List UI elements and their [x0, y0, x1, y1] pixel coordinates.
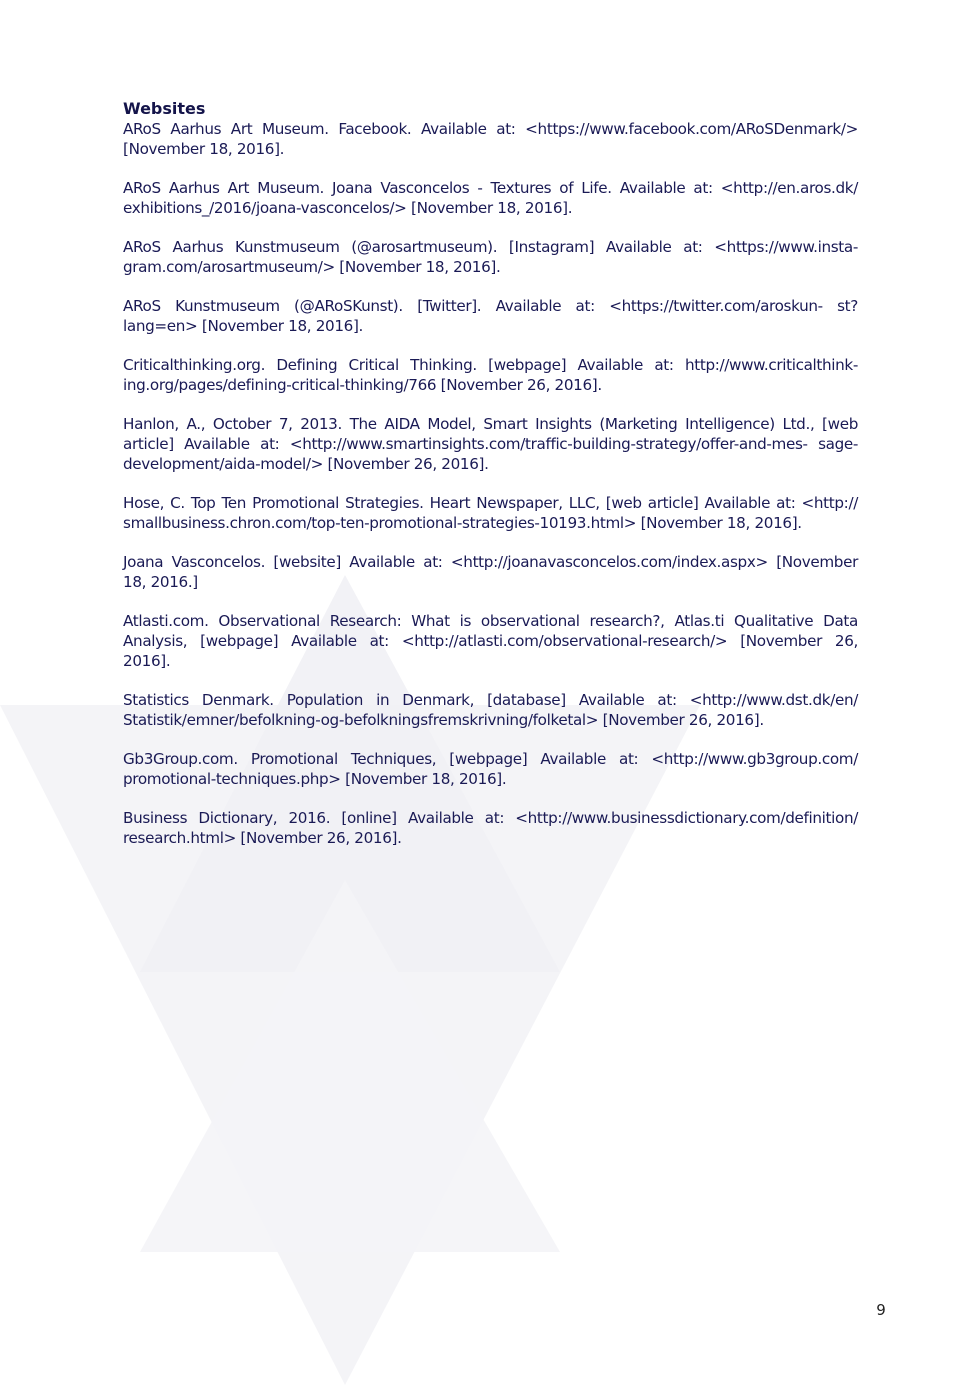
- reference-entry: Criticalthinking.org. Defining Critical Thinking. [webpage] Available at: http://www.criticalthink- ing.org/pages/defining-critical-thinking/766 [November 26, 2016].: [123, 356, 858, 394]
- references-section: [123, 99, 858, 867]
- reference-entry: Gb3Group.com. Promotional Techniques, [webpage] Available at: <http://www.gb3group.com/ promotional-techniques.php> [November 18, 2016].: [123, 750, 858, 788]
- reference-entry: ARoS Aarhus Kunstmuseum (@arosartmuseum). [Instagram] Available at: <https://www.insta- gram.com/arosartmuseum/> [November 18, 2016].: [123, 238, 858, 276]
- reference-entry: ARoS Aarhus Art Museum. Joana Vasconcelos - Textures of Life. Available at: <http://en.aros.dk/ exhibitions_/2016/joana-vasconcelos/> [November 18, 2016].: [123, 179, 858, 217]
- reference-entry: Statistics Denmark. Population in Denmark, [database] Available at: <http://www.dst.dk/en/ Statistik/emner/befolkning-og-befolkningsfremskrivning/folketal> [November 26, 2016].: [123, 691, 858, 729]
- reference-entry: Business Dictionary, 2016. [online] Available at: <http://www.businessdictionary.com/definition/ research.html> [November 26, 2016].: [123, 809, 858, 847]
- reference-entry: Hose, C. Top Ten Promotional Strategies. Heart Newspaper, LLC, [web article] Available at: <http:// smallbusiness.chron.com/top-ten-promotional-strategies-10193.html> [November 18, 2016].: [123, 494, 858, 532]
- reference-entry: ARoS Kunstmuseum (@ARoSKunst). [Twitter]. Available at: <https://twitter.com/aroskun- st?lang=en> [November 18, 2016].: [123, 297, 858, 335]
- reference-entry: Hanlon, A., October 7, 2013. The AIDA Model, Smart Insights (Marketing Intelligence) Ltd., [web article] Available at: <http://www.smartinsights.com/traffic-building-strategy/offer-and-mes- sage-development/aida-model/> [November 26, 2016].: [123, 415, 858, 473]
- page-number: 9: [876, 1301, 886, 1319]
- section-heading: Websites: [123, 99, 206, 118]
- reference-entry: ARoS Aarhus Art Museum. Facebook. Available at: <https://www.facebook.com/ARoSDenmark/> [November 18, 2016].: [123, 120, 858, 158]
- reference-entry: Joana Vasconcelos. [website] Available at: <http://joanavasconcelos.com/index.aspx> [November 18, 2016.]: [123, 553, 858, 591]
- reference-entry: Atlasti.com. Observational Research: What is observational research?, Atlas.ti Qualitative Data Analysis, [webpage] Available at: <http://atlasti.com/observational-research/> [November 26, 2016].: [123, 612, 858, 670]
